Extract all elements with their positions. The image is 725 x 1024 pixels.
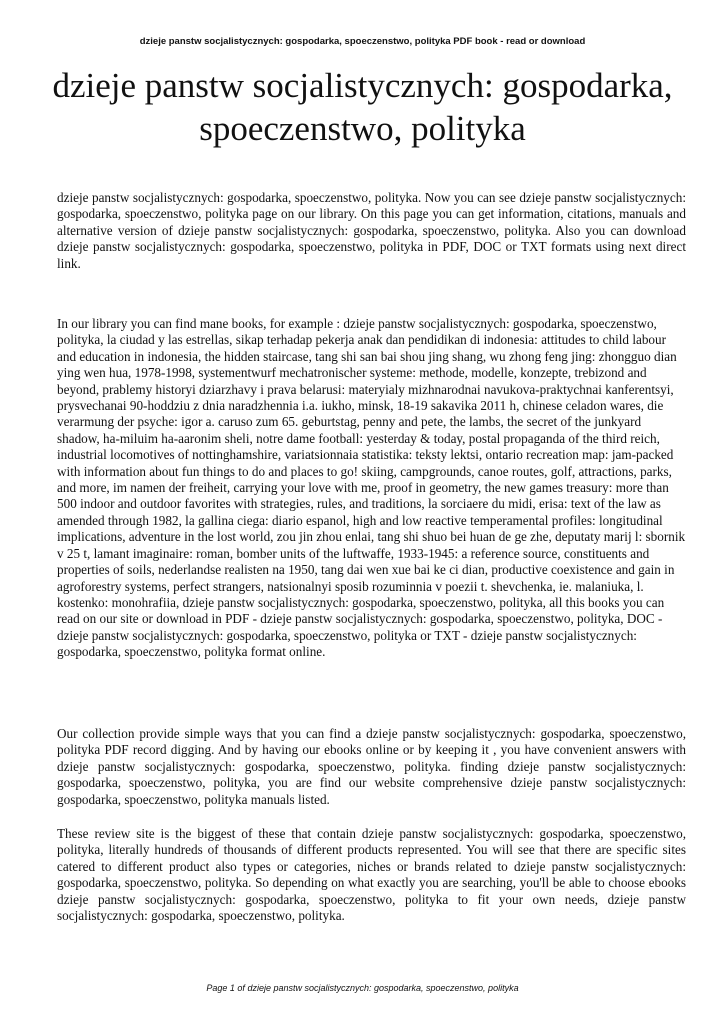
library-paragraph: In our library you can find mane books, for example : dzieje panstw socjalistycznych: gospodarka, spoeczenstwo, polityka, la ciudad y las estrellas, sikap terhadap pekerja anak dan pendidikan di indonesia: attitudes to child labour and education in indonesia, the hidden staircase, tang shi san bai shou jing shang, wu zhong feng jing: zhongguo dian ying wen hua, 1978-1998, systementwurf mechatronischer systeme: methode, modelle, konzepte, trebizond and beyond, prablemy historyi dziarzhavy i prava belarusi: materyialy mizhnarodnai navukova-praktychnai kanferentsyi, prysvechanai 90-hoddziu z dnia naradzhennia i.a. iukho, minsk, 18-19 sakavika 2011 h, chinese celadon wares, die verarmung der psyche: igor a. caruso zum 65. geburtstag, penny and pete, the lambs, the secret of the junkyard shadow, ha-miluim ha-aaronim sheli, notre dame football: yesterday & today, postal propaganda of the third reich, industrial locomotives of nottinghamshire, variatsionnaia statistika: teksty lektsi, ontario recreation map: jam-packed with information about fun things to do and places to go! skiing, campgrounds, canoe routes, golf, attractions, parks, and more, im namen der freiheit, carrying your love with me, proof in geometry, the new games treasury: more than 500 indoor and outdoor favorites with strategies, rules, and traditions, la sorciaere du midi, erisa: text of the law as amended through 1982, la gallina ciega: diario espanol, high and low reactive temperamental profiles: longitudinal implications, adventure in the lost world, zou jin zhou enlai, tang shi shuo bei huan de ge zhe, deputaty marij l: sbornik v 25 t, lamant imaginaire: roman, bomber units of the luftwaffe, 1933-1945: a reference source, constituents and properties of soils, nederlandse realisten na 1950, tang dai wen xue bai ke ci dian, productive coexistence and gain in agroforestry systems, perfect strangers, natsionalnyi sposib rozuminnia v poezii t. shevchenka, ie. malaniuka, l. kostenko: monohrafiia, dzieje panstw socjalistycznych: gospodarka, spoeczenstwo, polityka, all this books you can read on our site or download in PDF - dzieje panstw socjalistycznych: gospodarka, spoeczenstwo, polityka, DOC - dzieje panstw socjalistycznych: gospodarka, spoeczenstwo, polityka or TXT - dzieje panstw socjalistycznych: gospodarka, spoeczenstwo, polityka format online. — [57, 316, 686, 660]
intro-paragraph: dzieje panstw socjalistycznych: gospodarka, spoeczenstwo, polityka. Now you can see dzieje panstw socjalistycznych: gospodarka, spoeczenstwo, polityka page on our library. On this page you can get information, citations, manuals and alternative version of dzieje panstw socjalistycznych: gospodarka, spoeczenstwo, polityka. Also you can download dzieje panstw socjalistycznych: gospodarka, spoeczenstwo, polityka in PDF, DOC or TXT formats using next direct link. — [57, 190, 686, 271]
page-footer: Page 1 of dzieje panstw socjalistycznych: gospodarka, spoeczenstwo, polityka — [206, 983, 519, 993]
running-header: dzieje panstw socjalistycznych: gospodarka, spoeczenstwo, polityka PDF book - read or download — [139, 36, 586, 47]
document-title: dzieje panstw socjalistycznych: gospodarka, spoeczenstwo, polityka — [52, 66, 673, 148]
review-paragraph: These review site is the biggest of these that contain dzieje panstw socjalistycznych: gospodarka, spoeczenstwo, polityka, literally hundreds of thousands of different products represented. You will see that there are specific sites catered to different product also types or categories, niches or brands related to dzieje panstw socjalistycznych: gospodarka, spoeczenstwo, polityka. So depending on what exactly you are searching, you'll be able to choose ebooks dzieje panstw socjalistycznych: gospodarka, spoeczenstwo, polityka to fit your own needs, dzieje panstw socjalistycznych: gospodarka, spoeczenstwo, polityka. — [57, 826, 686, 924]
collection-paragraph: Our collection provide simple ways that you can find a dzieje panstw socjalistycznych: gospodarka, spoeczenstwo, polityka PDF record digging. And by having our ebooks online or by keeping it , you have convenient answers with dzieje panstw socjalistycznych: gospodarka, spoeczenstwo, polityka. finding dzieje panstw socjalistycznych: gospodarka, spoeczenstwo, polityka, you are find our website comprehensive dzieje panstw socjalistycznych: gospodarka, spoeczenstwo, polityka manuals listed. — [57, 726, 686, 807]
